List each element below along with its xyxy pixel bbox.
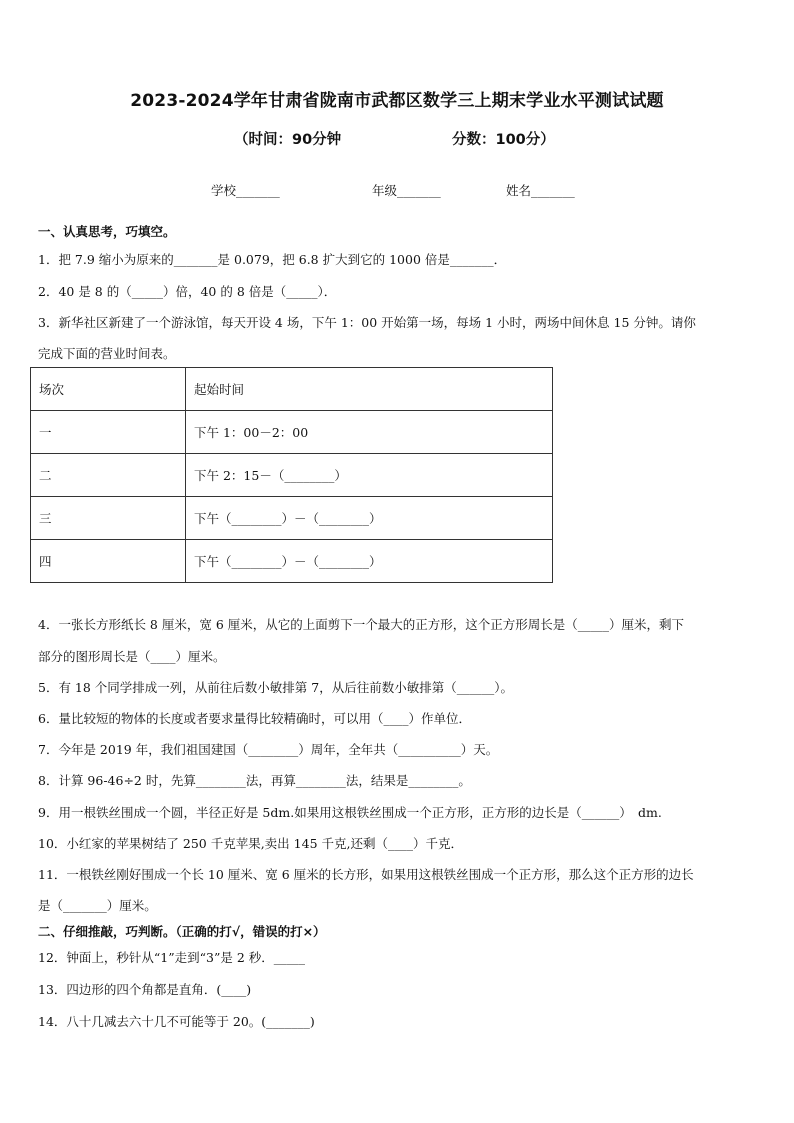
question-9: 9．用一根铁丝围成一个圆，半径正好是 5dm.如果用这根铁丝围成一个正方形，正方形的边长是（______） dm. <box>38 805 662 820</box>
score-label: 分数：100分） <box>452 132 555 148</box>
question-3-line-2: 完成下面的营业时间表。 <box>38 346 176 361</box>
question-4-line-1: 4．一张长方形纸长 8 厘米，宽 6 厘米，从它的上面剪下一个最大的正方形，这个正方形周长是（_____）厘米，剩下 <box>38 617 685 632</box>
question-3-line-1: 3．新华社区新建了一个游泳馆，每天开设 4 场，下午 1：00 开始第一场，每场 1 小时，两场中间休息 15 分钟。请你 <box>38 315 696 330</box>
table-cell-session: 三 <box>31 497 186 540</box>
question-14: 14．八十几减去六十几不可能等于 20。(_______) <box>38 1014 315 1029</box>
question-11-line-1: 11．一根铁丝刚好围成一个长 10 厘米、宽 6 厘米的长方形，如果用这根铁丝围成一个正方形，那么这个正方形的边长 <box>38 867 694 882</box>
time-label: （时间：90分钟 <box>234 132 342 148</box>
table-row <box>31 454 553 497</box>
question-6: 6．量比较短的物体的长度或者要求量得比较精确时，可以用（____）作单位． <box>38 711 471 726</box>
question-5: 5．有 18 个同学排成一列，从前往后数小敏排第 7，从后往前数小敏排第（______）。 <box>38 680 513 695</box>
table-header-cell: 起始时间 <box>186 368 553 411</box>
question-4-line-2: 部分的图形周长是（____）厘米。 <box>38 649 226 664</box>
table-cell-time: 下午（________）－（________） <box>186 497 553 540</box>
question-2: 2．40 是 8 的（_____）倍，40 的 8 倍是（_____）． <box>38 284 337 299</box>
school-field: 学校_______ <box>211 183 280 198</box>
question-12: 12．钟面上，秒针从“1”走到“3”是 2 秒．_____ <box>38 950 306 965</box>
question-8: 8．计算 96-46÷2 时，先算________法，再算________法，结果是________。 <box>38 773 471 788</box>
schedule-table <box>30 367 553 583</box>
table-cell-time: 下午 1：00－2：00 <box>186 411 553 454</box>
table-cell-session: 二 <box>31 454 186 497</box>
question-7: 7．今年是 2019 年，我们祖国建国（________）周年，全年共（__________）天。 <box>38 742 499 757</box>
table-cell-session: 一 <box>31 411 186 454</box>
question-13: 13．四边形的四个角都是直角．(____) <box>38 982 252 997</box>
question-1: 1．把 7.9 缩小为原来的_______是 0.079，把 6.8 扩大到它的 1000 倍是_______． <box>38 252 507 267</box>
table-cell-time: 下午（________）－（________） <box>186 540 553 583</box>
question-10: 10．小红家的苹果树结了 250 千克苹果,卖出 145 千克,还剩（____）千克． <box>38 836 463 851</box>
question-11-line-2: 是（_______）厘米。 <box>38 898 157 913</box>
section-2-title: 二、仔细推敲，巧判断。（正确的打√，错误的打×） <box>38 924 326 939</box>
table-cell-time: 下午 2：15－（________） <box>186 454 553 497</box>
table-cell-session: 四 <box>31 540 186 583</box>
table-header-row <box>31 368 553 411</box>
page-title: 2023-2024学年甘肃省陇南市武都区数学三上期末学业水平测试试题 <box>130 91 664 111</box>
section-1-title: 一、认真思考，巧填空。 <box>38 224 176 239</box>
table-header-cell: 场次 <box>31 368 186 411</box>
table-row <box>31 411 553 454</box>
name-field: 姓名_______ <box>506 183 575 198</box>
table-row <box>31 540 553 583</box>
table-row <box>31 497 553 540</box>
grade-field: 年级_______ <box>372 183 441 198</box>
